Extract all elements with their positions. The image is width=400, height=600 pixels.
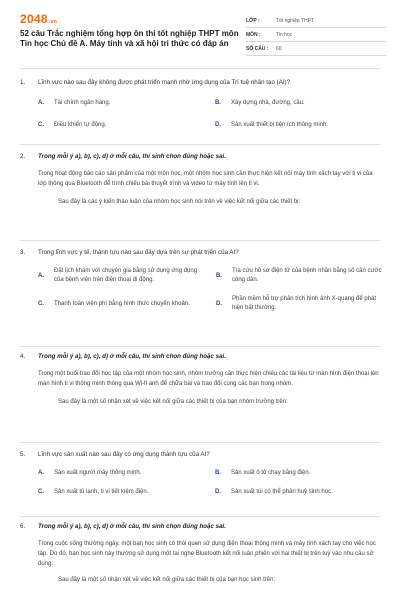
question-instruction: Trong mỗi ý a), b), c), d) ở mỗi câu, thí sinh chọn đúng hoặc sai. [38,153,226,160]
divider [20,442,380,443]
question-text: Trong lĩnh vực y tế, thành tựu nào sau đây dựa trên sự phát triển của AI? [38,249,239,256]
divider [20,240,380,241]
option-text: Sản xuất thiết bị tiện ích thông minh. [231,122,329,128]
option-text: Tài chính ngân hàng. [54,100,111,106]
option-letter: D. [216,300,222,307]
site-logo[interactable] [20,12,57,26]
option-a[interactable] [38,267,206,285]
question-number: 5. [20,451,26,458]
question-text: Lĩnh vực sản xuất nào sau đây có ứng dụng thành tựu của AI? [38,451,210,458]
meta-value: Tốt nghiệp THPT [276,17,314,24]
question-text: Lĩnh vực nào sau đây không được phát triển mạnh nhờ ứng dụng của Trí tuệ nhân tạo (AI)? [38,79,291,86]
meta-table [246,14,386,56]
option-letter: A. [38,470,44,476]
meta-value: 60 [276,45,282,52]
meta-label: MÔN : [246,31,261,38]
question-2 [20,152,382,207]
option-text: Sản xuất ô tô chạy bằng điện. [231,470,311,476]
question-6 [20,522,382,585]
option-text: Sản xuất tủ lạnh, ti vi tiết kiệm điện. [54,489,149,495]
question-5 [20,450,382,497]
option-a[interactable] [38,469,205,478]
question-passage: Trong cuộc sống thường ngày, một bạn học sinh có thói quen sử dụng điện thoại thông minh và máy tính xách tay cho việc học tập. Do đó, bạn học sinh này thường sử dụng một tai nghe Bluetooth kết nối luân phiên với hai thiết bị trên tuỳ vào nhu cầu sử dụng. [38,541,376,567]
option-letter: D. [215,122,221,128]
option-letter: B. [215,470,221,476]
option-text: Thanh toán viện phí bằng hình thức chuyển khoản. [54,300,190,307]
question-4 [20,352,382,407]
meta-label: SỐ CÂU : [246,45,269,52]
question-passage: Trong hoạt động báo cáo sản phẩm của một môn học, một nhóm học sinh cần thực hiện kết nối máy tính xách tay với ti vi của lớp thông qua Bluetooth để trình chiếu bài thuyết trình và video từ máy tính lên ti vi. [38,171,373,187]
option-text: Đặt lịch khám với chuyên gia bằng sử dụng ứng dụng của bệnh viện trên điện thoại di động. [54,268,198,283]
option-b[interactable] [216,267,382,285]
meta-row-class [246,14,386,28]
option-b[interactable] [215,99,382,108]
option-d[interactable] [215,488,382,497]
option-letter: C. [38,122,44,128]
meta-value: Tin học [276,31,293,38]
option-letter: C. [38,489,44,495]
option-text: Điều khiển tự động. [54,122,107,128]
option-letter: A. [38,100,44,106]
question-number: 3. [20,249,26,256]
question-number: 1. [20,79,26,86]
option-d[interactable] [215,121,382,130]
option-letter: B. [215,100,221,106]
options-grid [38,99,382,130]
option-b[interactable] [215,469,382,478]
option-letter: A. [38,272,44,279]
option-a[interactable] [38,99,205,108]
options-grid [38,267,382,313]
option-d[interactable] [216,295,382,313]
option-text: Xây dựng nhà, đường, cầu. [231,100,305,106]
option-text: Sản xuất túi có thể phân huỷ sinh học. [231,489,333,495]
option-letter: C. [38,300,44,307]
options-grid [38,469,382,497]
logo-suffix: .vn [48,19,57,25]
document-header [20,12,385,64]
option-text: Phần mềm hỗ trợ phân tích hình ảnh X-quang để phát hiện bất thường. [232,296,377,311]
meta-row-count [246,42,386,56]
option-letter: D. [215,489,221,495]
question-number: 2. [20,153,26,160]
divider [20,346,380,347]
divider [20,516,380,517]
option-c[interactable] [38,488,205,497]
logo-main: 2048 [20,12,48,26]
option-letter: B. [216,272,222,279]
question-prompt: Sau đây là một số nhận xét về việc kết nối giữa các thiết bị của bạn nhóm trưởng trên: [58,399,288,405]
question-instruction: Trong mỗi ý a), b), c), d) ở mỗi câu, thí sinh chọn đúng hoặc sai. [38,523,226,530]
question-1 [20,78,382,130]
divider [20,144,380,145]
question-number: 4. [20,353,26,360]
divider [20,68,380,69]
meta-row-subject [246,28,386,42]
question-prompt: Sau đây là một số nhận xét về việc kết nối giữa các thiết bị của bạn học sinh trên: [58,577,276,583]
option-c[interactable] [38,295,206,313]
question-3 [20,248,382,313]
question-instruction: Trong mỗi ý a), b), c), d) ở mỗi câu, thí sinh chọn đúng hoặc sai. [38,353,226,360]
question-number: 6. [20,523,26,530]
option-text: Tra cứu hồ sơ điện tử của bệnh nhân bằng số căn cước công dân. [232,268,382,283]
question-passage: Trong một buổi trao đổi học tập của một nhóm học sinh, nhóm trưởng cần thực hiện chiếu các tài liệu từ màn hình điện thoại lên màn hình ti vi thông minh thông qua Wi-fi anh để chữa bài và trao đổi cùng các bạn trong nhóm. [38,371,379,387]
document-title: 52 câu Trắc nghiệm tổng hợp ôn thi tốt nghiệp THPT môn Tin học Chủ đề A. Máy tính và xã hội tri thức có đáp án [20,29,239,48]
meta-label: LỚP : [246,17,260,24]
question-prompt: Sau đây là các ý kiến thảo luận của nhóm học sinh nói trên về việc kết nối giữa các thiết bị: [58,199,301,205]
option-c[interactable] [38,121,205,130]
option-text: Sản xuất người máy thông minh. [54,470,142,476]
